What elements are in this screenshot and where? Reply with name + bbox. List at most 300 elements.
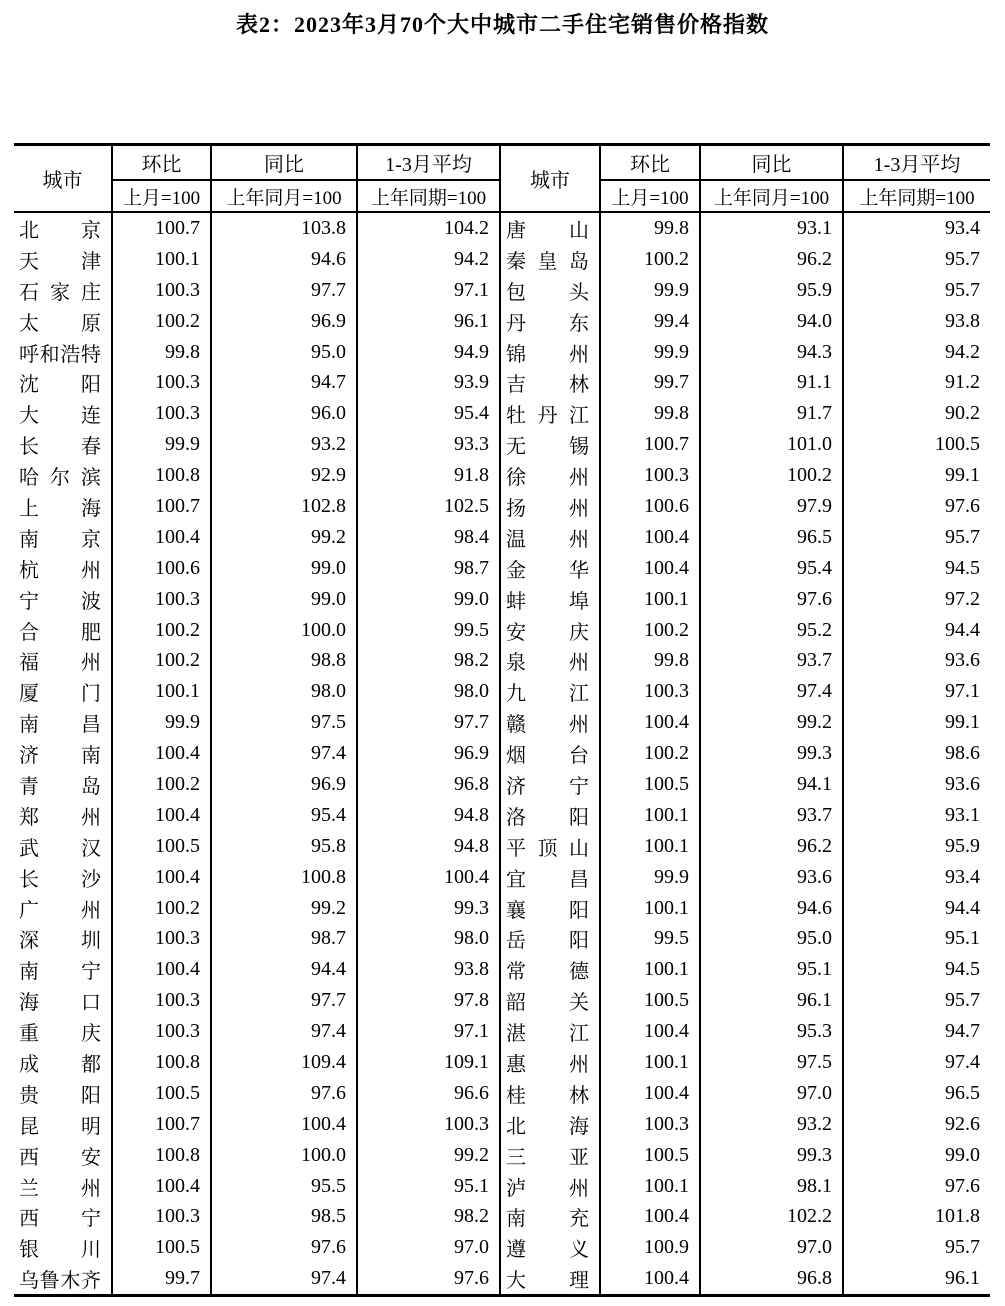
yoy-value-left: 98.7 (211, 923, 357, 954)
city-cell-right: 温 州 (500, 522, 600, 553)
avg-value-left: 94.9 (357, 337, 500, 368)
header-city-left: 城市 (14, 145, 112, 213)
yoy-value-right: 99.2 (700, 707, 843, 738)
page-title: 表2：2023年3月70个大中城市二手住宅销售价格指数 (235, 12, 769, 37)
mom-value-right: 99.5 (600, 923, 700, 954)
mom-value-right: 100.3 (600, 1109, 700, 1140)
city-cell-right: 襄 阳 (500, 893, 600, 924)
yoy-value-left: 97.7 (211, 275, 357, 306)
mom-value-left: 100.4 (112, 1171, 211, 1202)
mom-value-left: 100.3 (112, 398, 211, 429)
mom-value-left: 100.4 (112, 800, 211, 831)
yoy-value-left: 100.0 (211, 1140, 357, 1171)
header-yoy-base-left: 上年同月=100 (211, 180, 357, 212)
avg-value-left: 104.2 (357, 212, 500, 244)
avg-value-right: 96.5 (945, 1081, 980, 1104)
table-row (14, 615, 990, 646)
city-cell-right: 大 理 (500, 1263, 600, 1295)
city-cell-left: 杭 州 (14, 553, 112, 584)
mom-value-left: 100.8 (112, 460, 211, 491)
yoy-value-left: 96.0 (211, 398, 357, 429)
mom-value-right: 100.5 (600, 985, 700, 1016)
avg-value-right: 91.2 (945, 371, 980, 394)
yoy-value-right: 93.7 (700, 645, 843, 676)
table-row (14, 460, 990, 491)
avg-value-right: 94.7 (945, 1020, 980, 1043)
city-cell-right: 桂 林 (500, 1078, 600, 1109)
mom-value-left: 100.3 (112, 367, 211, 398)
avg-value-left: 93.8 (357, 954, 500, 985)
yoy-value-right: 95.3 (700, 1016, 843, 1047)
avg-value-right: 98.6 (945, 742, 980, 765)
avg-value-right: 93.6 (945, 649, 980, 672)
mom-value-left: 100.3 (112, 1202, 211, 1233)
avg-value-left: 96.1 (357, 306, 500, 337)
mom-value-right: 99.4 (600, 306, 700, 337)
avg-value-left: 91.8 (357, 460, 500, 491)
header-avg-left: 1-3月平均 (357, 145, 500, 181)
avg-value-right: 94.4 (945, 618, 980, 641)
yoy-value-left: 103.8 (211, 212, 357, 244)
table-row (14, 893, 990, 924)
mom-value-left: 100.2 (112, 893, 211, 924)
yoy-value-left: 95.0 (211, 337, 357, 368)
header-yoy-right: 同比 (700, 145, 843, 181)
table-row (14, 1140, 990, 1171)
header-avg-base-left: 上年同期=100 (357, 180, 500, 212)
mom-value-right: 100.4 (600, 1016, 700, 1047)
avg-value-left: 95.1 (357, 1171, 500, 1202)
table-row (14, 398, 990, 429)
avg-value-right: 95.9 (945, 834, 980, 857)
city-cell-right: 惠 州 (500, 1047, 600, 1078)
mom-value-left: 99.7 (112, 1263, 211, 1295)
city-cell-right: 烟 台 (500, 738, 600, 769)
yoy-value-right: 95.9 (700, 275, 843, 306)
header-avg-base-right: 上年同期=100 (843, 180, 990, 212)
yoy-value-right: 99.3 (700, 1140, 843, 1171)
avg-value-left: 97.8 (357, 985, 500, 1016)
city-cell-left: 济 南 (14, 738, 112, 769)
city-cell-right: 湛 江 (500, 1016, 600, 1047)
avg-value-right: 100.5 (935, 433, 980, 456)
yoy-value-right: 94.0 (700, 306, 843, 337)
yoy-value-right: 96.1 (700, 985, 843, 1016)
city-cell-left: 宁 波 (14, 584, 112, 615)
city-cell-left: 厦 门 (14, 676, 112, 707)
city-cell-right: 牡 丹 江 (500, 398, 600, 429)
table-row (14, 1016, 990, 1047)
yoy-value-left: 96.9 (211, 769, 357, 800)
city-cell-right: 丹 东 (500, 306, 600, 337)
mom-value-left: 99.9 (112, 429, 211, 460)
mom-value-left: 100.4 (112, 954, 211, 985)
mom-value-right: 100.1 (600, 831, 700, 862)
yoy-value-right: 95.2 (700, 615, 843, 646)
mom-value-right: 99.9 (600, 337, 700, 368)
avg-value-left: 102.5 (357, 491, 500, 522)
yoy-value-right: 91.1 (700, 367, 843, 398)
table-body (14, 212, 990, 1296)
mom-value-left: 100.4 (112, 738, 211, 769)
mom-value-right: 100.4 (600, 707, 700, 738)
avg-value-left: 93.3 (357, 429, 500, 460)
city-cell-left: 南 京 (14, 522, 112, 553)
city-cell-right: 常 德 (500, 954, 600, 985)
mom-value-right: 100.1 (600, 1171, 700, 1202)
mom-value-left: 100.7 (112, 212, 211, 244)
header-yoy-base-right: 上年同月=100 (700, 180, 843, 212)
table-row (14, 800, 990, 831)
city-cell-left: 天 津 (14, 244, 112, 275)
avg-value-left: 99.2 (357, 1140, 500, 1171)
mom-value-right: 100.4 (600, 1202, 700, 1233)
avg-value-left: 95.4 (357, 398, 500, 429)
yoy-value-right: 93.1 (700, 212, 843, 244)
yoy-value-left: 97.6 (211, 1232, 357, 1263)
yoy-value-left: 98.8 (211, 645, 357, 676)
mom-value-right: 100.5 (600, 1140, 700, 1171)
avg-value-right: 97.6 (945, 1174, 980, 1197)
mom-value-right: 100.2 (600, 615, 700, 646)
yoy-value-left: 100.0 (211, 615, 357, 646)
avg-value-left: 98.0 (357, 676, 500, 707)
avg-value-right: 95.7 (945, 1236, 980, 1259)
avg-value-right: 97.6 (945, 494, 980, 517)
yoy-value-right: 97.0 (700, 1232, 843, 1263)
city-cell-right: 吉 林 (500, 367, 600, 398)
mom-value-left: 100.6 (112, 553, 211, 584)
table-row (14, 1109, 990, 1140)
avg-value-left: 96.6 (357, 1078, 500, 1109)
city-cell-right: 锦 州 (500, 337, 600, 368)
city-cell-left: 青 岛 (14, 769, 112, 800)
avg-value-right: 99.0 (945, 1143, 980, 1166)
avg-value-left: 100.3 (357, 1109, 500, 1140)
avg-value-left: 96.8 (357, 769, 500, 800)
avg-value-left: 98.2 (357, 1202, 500, 1233)
yoy-value-left: 94.4 (211, 954, 357, 985)
city-cell-right: 金 华 (500, 553, 600, 584)
city-cell-left: 福 州 (14, 645, 112, 676)
yoy-value-left: 94.7 (211, 367, 357, 398)
yoy-value-left: 97.4 (211, 738, 357, 769)
mom-value-left: 100.4 (112, 522, 211, 553)
yoy-value-right: 98.1 (700, 1171, 843, 1202)
mom-value-right: 100.6 (600, 491, 700, 522)
table-row (14, 337, 990, 368)
yoy-value-right: 96.5 (700, 522, 843, 553)
avg-value-left: 94.2 (357, 244, 500, 275)
city-cell-right: 济 宁 (500, 769, 600, 800)
mom-value-left: 100.5 (112, 1232, 211, 1263)
mom-value-left: 100.5 (112, 1078, 211, 1109)
mom-value-right: 100.1 (600, 800, 700, 831)
mom-value-left: 100.1 (112, 676, 211, 707)
yoy-value-right: 93.6 (700, 862, 843, 893)
mom-value-right: 100.1 (600, 954, 700, 985)
city-cell-left: 上 海 (14, 491, 112, 522)
avg-value-right: 90.2 (945, 402, 980, 425)
mom-value-left: 100.3 (112, 923, 211, 954)
yoy-value-right: 97.5 (700, 1047, 843, 1078)
table-row (14, 985, 990, 1016)
yoy-value-right: 97.9 (700, 491, 843, 522)
city-cell-left: 银 川 (14, 1232, 112, 1263)
table-row (14, 1263, 990, 1295)
mom-value-right: 100.1 (600, 893, 700, 924)
table-row (14, 1047, 990, 1078)
avg-value-right: 95.1 (945, 927, 980, 950)
yoy-value-left: 97.4 (211, 1263, 357, 1295)
avg-value-left: 97.7 (357, 707, 500, 738)
mom-value-right: 100.7 (600, 429, 700, 460)
mom-value-right: 100.4 (600, 1078, 700, 1109)
table-row (14, 645, 990, 676)
table-row (14, 244, 990, 275)
city-cell-right: 包 头 (500, 275, 600, 306)
city-cell-left: 重 庆 (14, 1016, 112, 1047)
yoy-value-right: 94.3 (700, 337, 843, 368)
table-row (14, 1232, 990, 1263)
yoy-value-right: 99.3 (700, 738, 843, 769)
yoy-value-right: 95.1 (700, 954, 843, 985)
yoy-value-right: 96.2 (700, 244, 843, 275)
mom-value-right: 100.4 (600, 1263, 700, 1295)
table-row (14, 831, 990, 862)
yoy-value-left: 100.8 (211, 862, 357, 893)
avg-value-left: 93.9 (357, 367, 500, 398)
yoy-value-right: 95.4 (700, 553, 843, 584)
avg-value-left: 97.1 (357, 1016, 500, 1047)
city-cell-right: 秦 皇 岛 (500, 244, 600, 275)
yoy-value-left: 99.2 (211, 522, 357, 553)
city-cell-left: 广 州 (14, 893, 112, 924)
table-header (14, 145, 990, 213)
mom-value-left: 100.4 (112, 862, 211, 893)
table-row (14, 367, 990, 398)
avg-value-right: 93.1 (945, 803, 980, 826)
avg-value-right: 95.7 (945, 247, 980, 270)
yoy-value-left: 98.5 (211, 1202, 357, 1233)
city-cell-right: 遵 义 (500, 1232, 600, 1263)
city-cell-left: 哈 尔 滨 (14, 460, 112, 491)
avg-value-left: 97.6 (357, 1263, 500, 1295)
avg-value-right: 93.8 (945, 309, 980, 332)
yoy-value-left: 92.9 (211, 460, 357, 491)
yoy-value-left: 95.4 (211, 800, 357, 831)
table-row (14, 553, 990, 584)
avg-value-left: 97.0 (357, 1232, 500, 1263)
city-cell-left: 乌 鲁 木 齐 (14, 1263, 112, 1295)
mom-value-right: 100.5 (600, 769, 700, 800)
city-cell-right: 泸 州 (500, 1171, 600, 1202)
yoy-value-left: 99.2 (211, 893, 357, 924)
city-cell-left: 昆 明 (14, 1109, 112, 1140)
city-cell-left: 大 连 (14, 398, 112, 429)
yoy-value-left: 95.8 (211, 831, 357, 862)
city-cell-right: 洛 阳 (500, 800, 600, 831)
city-cell-right: 唐 山 (500, 212, 600, 244)
mom-value-right: 100.3 (600, 676, 700, 707)
avg-value-right: 97.1 (945, 680, 980, 703)
price-index-table (14, 143, 990, 1297)
avg-value-right: 94.2 (945, 340, 980, 363)
avg-value-right: 94.5 (945, 556, 980, 579)
table-row (14, 522, 990, 553)
yoy-value-right: 96.2 (700, 831, 843, 862)
yoy-value-left: 93.2 (211, 429, 357, 460)
yoy-value-left: 97.5 (211, 707, 357, 738)
mom-value-left: 99.9 (112, 707, 211, 738)
yoy-value-left: 102.8 (211, 491, 357, 522)
table-row (14, 862, 990, 893)
avg-value-right: 101.8 (935, 1205, 980, 1228)
city-cell-right: 蚌 埠 (500, 584, 600, 615)
city-cell-left: 北 京 (14, 212, 112, 244)
avg-value-left: 96.9 (357, 738, 500, 769)
city-cell-right: 安 庆 (500, 615, 600, 646)
mom-value-left: 100.1 (112, 244, 211, 275)
table-row (14, 923, 990, 954)
avg-value-right: 93.4 (945, 865, 980, 888)
avg-value-right: 95.7 (945, 525, 980, 548)
mom-value-left: 100.2 (112, 769, 211, 800)
mom-value-left: 100.5 (112, 831, 211, 862)
header-avg-right: 1-3月平均 (843, 145, 990, 181)
yoy-value-right: 101.0 (700, 429, 843, 460)
avg-value-left: 94.8 (357, 831, 500, 862)
mom-value-left: 100.3 (112, 584, 211, 615)
city-cell-left: 长 春 (14, 429, 112, 460)
yoy-value-left: 109.4 (211, 1047, 357, 1078)
avg-value-right: 97.4 (945, 1050, 980, 1073)
yoy-value-left: 100.4 (211, 1109, 357, 1140)
city-cell-left: 呼 和 浩 特 (14, 337, 112, 368)
city-cell-right: 宜 昌 (500, 862, 600, 893)
avg-value-right: 99.1 (945, 464, 980, 487)
avg-value-left: 98.7 (357, 553, 500, 584)
yoy-value-left: 96.9 (211, 306, 357, 337)
yoy-value-right: 97.6 (700, 584, 843, 615)
city-cell-right: 无 锡 (500, 429, 600, 460)
city-cell-left: 石 家 庄 (14, 275, 112, 306)
table-row (14, 707, 990, 738)
city-cell-left: 郑 州 (14, 800, 112, 831)
yoy-value-left: 98.0 (211, 676, 357, 707)
yoy-value-left: 97.7 (211, 985, 357, 1016)
city-cell-right: 平 顶 山 (500, 831, 600, 862)
avg-value-left: 109.1 (357, 1047, 500, 1078)
avg-value-left: 99.3 (357, 893, 500, 924)
mom-value-left: 100.8 (112, 1047, 211, 1078)
table-row (14, 306, 990, 337)
mom-value-right: 100.2 (600, 244, 700, 275)
yoy-value-right: 97.0 (700, 1078, 843, 1109)
mom-value-right: 100.2 (600, 738, 700, 769)
mom-value-left: 100.3 (112, 275, 211, 306)
avg-value-left: 97.1 (357, 275, 500, 306)
avg-value-left: 98.0 (357, 923, 500, 954)
avg-value-right: 92.6 (945, 1112, 980, 1135)
yoy-value-right: 96.8 (700, 1263, 843, 1295)
city-cell-right: 南 充 (500, 1202, 600, 1233)
header-mom-right: 环比 (600, 145, 700, 181)
table-row (14, 954, 990, 985)
city-cell-left: 沈 阳 (14, 367, 112, 398)
city-cell-left: 西 安 (14, 1140, 112, 1171)
mom-value-right: 100.4 (600, 522, 700, 553)
city-cell-right: 赣 州 (500, 707, 600, 738)
yoy-value-right: 95.0 (700, 923, 843, 954)
header-city-right: 城市 (500, 145, 600, 213)
yoy-value-left: 99.0 (211, 584, 357, 615)
city-cell-right: 北 海 (500, 1109, 600, 1140)
mom-value-left: 100.3 (112, 1016, 211, 1047)
mom-value-right: 99.9 (600, 275, 700, 306)
table-row (14, 491, 990, 522)
avg-value-left: 98.4 (357, 522, 500, 553)
mom-value-left: 100.7 (112, 1109, 211, 1140)
mom-value-right: 100.1 (600, 1047, 700, 1078)
mom-value-left: 100.2 (112, 645, 211, 676)
table-row (14, 769, 990, 800)
mom-value-left: 100.2 (112, 615, 211, 646)
avg-value-left: 99.0 (357, 584, 500, 615)
avg-value-left: 98.2 (357, 645, 500, 676)
city-cell-left: 成 都 (14, 1047, 112, 1078)
mom-value-right: 99.8 (600, 398, 700, 429)
city-cell-right: 九 江 (500, 676, 600, 707)
mom-value-right: 99.9 (600, 862, 700, 893)
avg-value-right: 95.7 (945, 989, 980, 1012)
table-row (14, 738, 990, 769)
city-cell-right: 泉 州 (500, 645, 600, 676)
table-row (14, 1078, 990, 1109)
mom-value-right: 99.8 (600, 645, 700, 676)
header-yoy-left: 同比 (211, 145, 357, 181)
city-cell-left: 合 肥 (14, 615, 112, 646)
mom-value-right: 100.1 (600, 584, 700, 615)
avg-value-right: 94.4 (945, 896, 980, 919)
mom-value-right: 100.9 (600, 1232, 700, 1263)
city-cell-left: 深 圳 (14, 923, 112, 954)
avg-value-right: 99.1 (945, 711, 980, 734)
yoy-value-right: 102.2 (700, 1202, 843, 1233)
yoy-value-right: 97.4 (700, 676, 843, 707)
table-row (14, 1171, 990, 1202)
header-mom-base-left: 上月=100 (112, 180, 211, 212)
header-mom-left: 环比 (112, 145, 211, 181)
avg-value-right: 93.6 (945, 772, 980, 795)
city-cell-left: 太 原 (14, 306, 112, 337)
avg-value-left: 99.5 (357, 615, 500, 646)
city-cell-left: 海 口 (14, 985, 112, 1016)
avg-value-right: 97.2 (945, 587, 980, 610)
yoy-value-right: 100.2 (700, 460, 843, 491)
mom-value-left: 100.2 (112, 306, 211, 337)
table-row (14, 584, 990, 615)
yoy-value-right: 91.7 (700, 398, 843, 429)
city-cell-right: 韶 关 (500, 985, 600, 1016)
city-cell-left: 南 宁 (14, 954, 112, 985)
yoy-value-left: 97.4 (211, 1016, 357, 1047)
header-mom-base-right: 上月=100 (600, 180, 700, 212)
yoy-value-right: 93.2 (700, 1109, 843, 1140)
yoy-value-left: 99.0 (211, 553, 357, 584)
yoy-value-left: 94.6 (211, 244, 357, 275)
mom-value-right: 99.8 (600, 212, 700, 244)
